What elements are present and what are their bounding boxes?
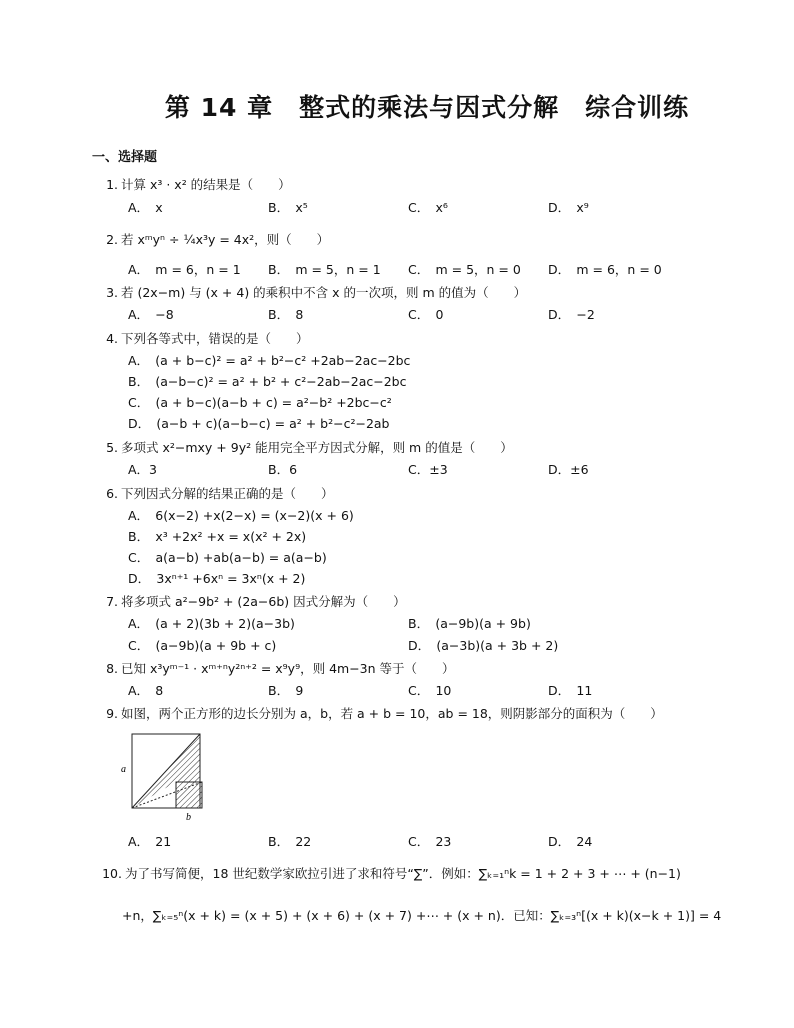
option-d: D．±6 [548,462,589,477]
option-b: B． x⁵ [268,200,308,215]
label-a: a [121,764,126,775]
label-b: b [186,812,191,823]
option-c: C． 10 [408,683,452,698]
question-stem: 将多项式 a²−9b² + (2a−6b) 因式分解为（ ） [121,594,406,609]
option-c: C． a(a−b) +ab(a−b) = a(a−b) [128,550,327,565]
question-stem: 若 (2x−m) 与 (x + 4) 的乘积中不含 x 的一次项，则 m 的值为（ ） [121,285,527,300]
question-3 [100,283,526,301]
option-d: D． (a−b + c)(a−b−c) = a² + b²−c²−2ab [128,416,390,431]
section-heading: 一、选择题 [92,150,158,165]
question-number: 10. [102,866,122,881]
question-number: 6. [106,486,118,501]
question-2 [100,230,329,248]
question-stem: 如图，两个正方形的边长分别为 a，b，若 a + b = 10，ab = 18，则阴影部分的面积为（ ） [121,706,663,721]
question-number: 4. [106,331,118,346]
question-number: 1. [106,177,118,192]
question-number: 7. [106,594,118,609]
question-number: 9. [106,706,118,721]
option-a: A． 6(x−2) +x(2−x) = (x−2)(x + 6) [128,508,354,523]
option-b: B． x³ +2x² +x = x(x² + 2x) [128,529,307,544]
option-d: D． −2 [548,307,595,322]
question-4 [100,329,309,347]
option-a: A． x [128,200,163,215]
question-stem: 若 xᵐyⁿ ÷ ¼x³y = 4x²，则（ ） [121,232,330,247]
question-7 [100,592,406,610]
option-b: B．6 [268,462,298,477]
question-number: 3. [106,285,118,300]
option-b: B． 8 [268,307,304,322]
question-number: 8. [106,661,118,676]
option-d: D． 24 [548,834,593,849]
option-d: D． (a−3b)(a + 3b + 2) [408,638,559,653]
question-10 [100,864,681,882]
question-number: 2. [106,232,118,247]
question-stem: 下列各等式中，错误的是（ ） [121,331,309,346]
option-b: B． m = 5，n = 1 [268,262,381,277]
option-c: C．±3 [408,462,448,477]
option-c: C． 23 [408,834,452,849]
option-a: A．3 [128,462,158,477]
option-c: C． 0 [408,307,444,322]
option-a: A． (a + b−c)² = a² + b²−c² +2ab−2ac−2bc [128,353,411,368]
option-b: B． 22 [268,834,312,849]
option-a: A． m = 6，n = 1 [128,262,241,277]
question-1 [100,175,291,193]
question-number: 5. [106,440,118,455]
option-d: D． x⁹ [548,200,589,215]
option-d: D． m = 6，n = 0 [548,262,662,277]
question-stem: 计算 x³ · x² 的结果是（ ） [121,177,291,192]
option-a: A． (a + 2)(3b + 2)(a−3b) [128,616,295,631]
option-d: D． 11 [548,683,593,698]
question-stem-line1: 为了书写简便，18 世纪数学家欧拉引进了求和符号“∑”．例如：∑ₖ₌₁ⁿk = 1 + 2 + 3 + ⋯ + (n−1) [125,866,681,881]
option-c: C． (a + b−c)(a−b + c) = a²−b² +2bc−c² [128,395,392,410]
page-title: 第 14 章 整式的乘法与因式分解 综合训练 [164,93,690,122]
option-c: C． x⁶ [408,200,448,215]
option-c: C． (a−9b)(a + 9b + c) [128,638,277,653]
squares-figure [118,728,228,824]
question-8 [100,659,455,677]
question-stem: 已知 x³yᵐ⁻¹ · xᵐ⁺ⁿy²ⁿ⁺² = x⁹y⁹，则 4m−3n 等于（ ） [121,661,455,676]
question-stem: 下列因式分解的结果正确的是（ ） [121,486,334,501]
question-5 [100,438,513,456]
option-b: B． (a−9b)(a + 9b) [408,616,531,631]
question-stem: 多项式 x²−mxy + 9y² 能用完全平方因式分解，则 m 的值是（ ） [121,440,513,455]
option-b: B． 9 [268,683,304,698]
option-a: A． 8 [128,683,164,698]
option-b: B． (a−b−c)² = a² + b² + c²−2ab−2ac−2bc [128,374,407,389]
question-6 [100,484,334,502]
question-9 [100,704,663,722]
option-a: A． −8 [128,307,174,322]
question-stem-line2: +n，∑ₖ₌₅ⁿ(x + k) = (x + 5) + (x + 6) + (x + 7) +⋯ + (x + n)．已知：∑ₖ₌₃ⁿ[(x + k)(x−k + 1)] = 4 [122,908,722,923]
option-a: A． 21 [128,834,172,849]
option-c: C． m = 5，n = 0 [408,262,521,277]
option-d: D． 3xⁿ⁺¹ +6xⁿ = 3xⁿ(x + 2) [128,571,306,586]
